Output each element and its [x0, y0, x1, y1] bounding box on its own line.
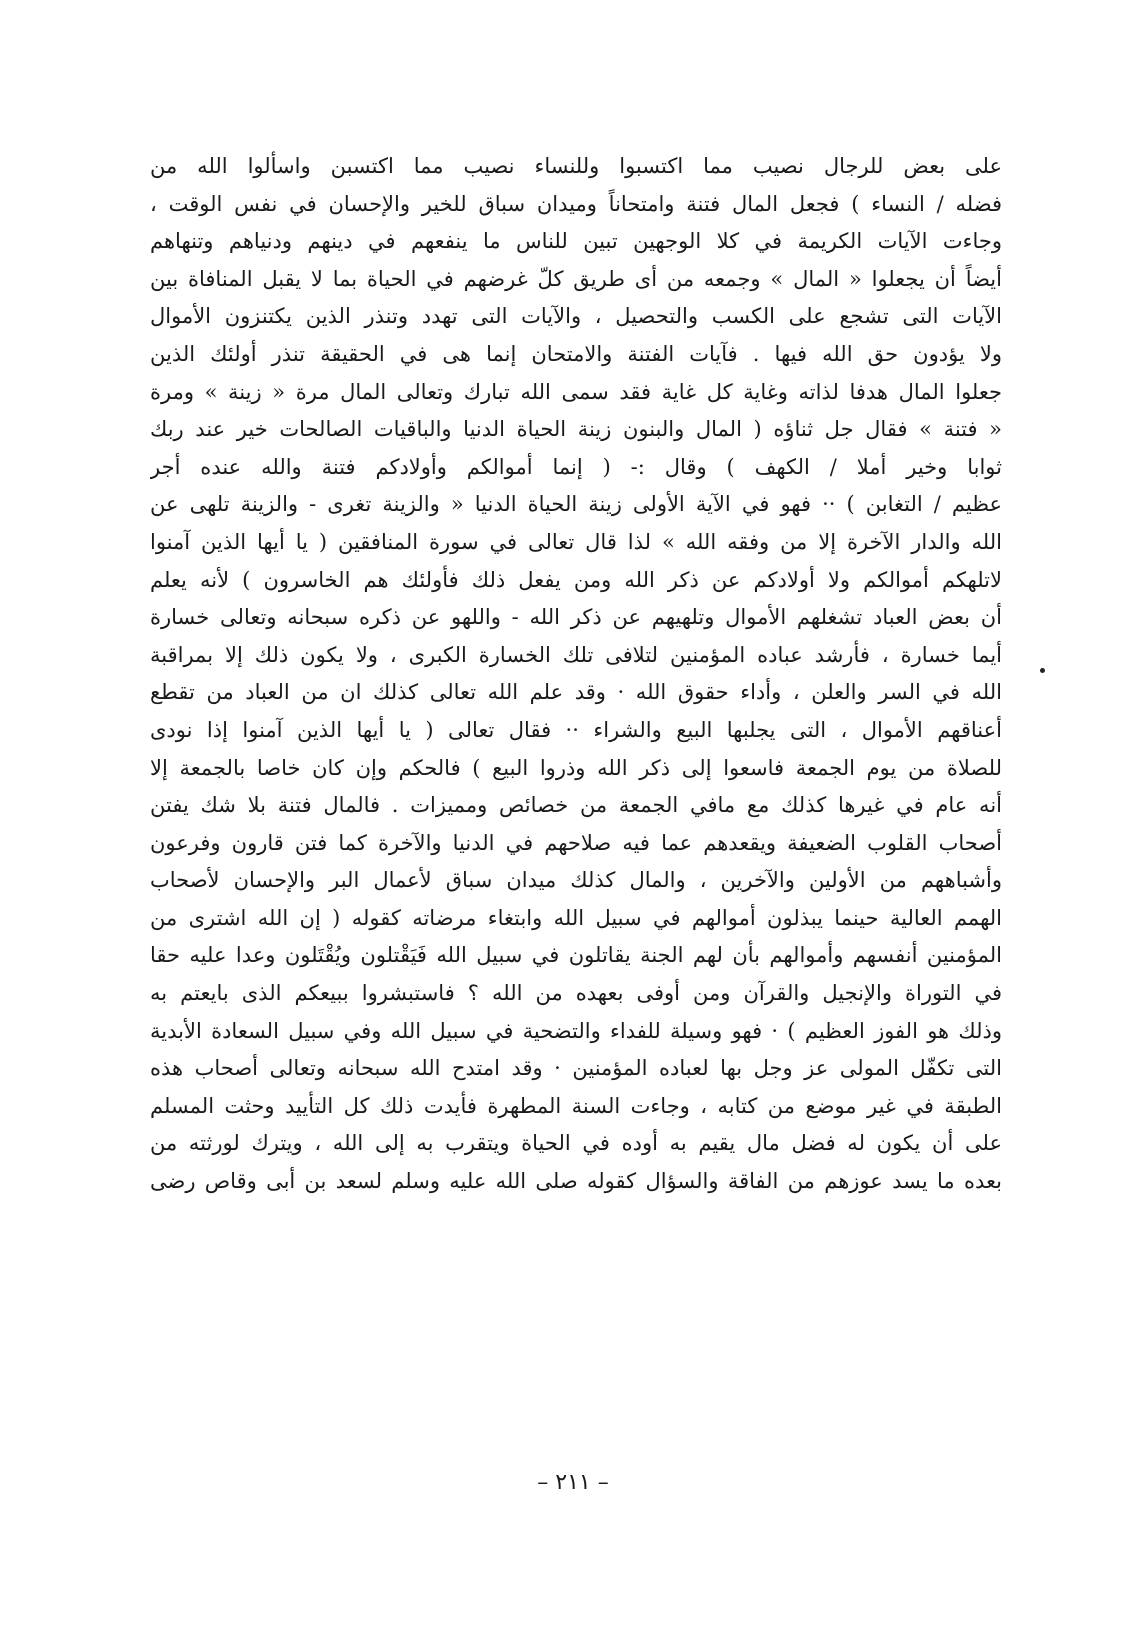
text-line: وأشباههم من الأولين والآخرين ، والمال كذلك ميدان سباق لأعمال البر والإحسان لأصحاب	[150, 868, 1002, 893]
body-text	[150, 148, 1002, 1201]
text-line: أيضاً أن يجعلوا « المال » وجمعه من أى طريق كلّ غرضهم في الحياة بما لا يقبل المنافاة بين	[150, 266, 1002, 291]
text-line: « فتنة » فقال جل ثناؤه ( المال والبنون زينة الحياة الدنيا والباقيات الصالحات خير عند ربك	[150, 417, 1002, 442]
text-line: أعناقهم الأموال ، التى يجلبها البيع والشراء ·· فقال تعالى ( يا أيها الذين آمنوا إذا نودى	[150, 717, 1002, 742]
text-line: الله والدار الآخرة إلا من وفقه الله » لذا قال تعالى في سورة المنافقين ( يا أيها الذين آمنوا	[150, 529, 1002, 554]
page-number: – ٢١١ –	[537, 1470, 609, 1495]
text-line: ثوابا وخير أملا / الكهف ) وقال :- ( إنما أموالكم وأولادكم فتنة والله عنده أجر	[150, 454, 1002, 479]
margin-dot	[1040, 668, 1045, 673]
text-line: أن بعض العباد تشغلهم الأموال وتلهيهم عن ذكر الله - واللهو عن ذكره سبحانه وتعالى خسارة	[150, 605, 1002, 630]
text-line: لاتلهكم أموالكم ولا أولادكم عن ذكر الله ومن يفعل ذلك فأولئك هم الخاسرون ) لأنه يعلم	[150, 567, 1002, 592]
text-line: الطبقة في غير موضع من كتابه ، وجاءت السنة المطهرة فأيدت ذلك كل التأييد وحثت المسلم	[150, 1093, 1002, 1118]
text-line: ولا يؤدون حق الله فيها . فآيات الفتنة والامتحان إنما هى في الحقيقة تنذر أولئك الذين	[150, 341, 1002, 366]
text-line: جعلوا المال هدفا لذاته وغاية كل غاية فقد سمى الله تبارك وتعالى المال مرة « زينة » ومرة	[150, 379, 1002, 404]
text-line: على بعض للرجال نصيب مما اكتسبوا وللنساء نصيب مما اكتسبن واسألوا الله من	[150, 154, 1002, 178]
text-line: أصحاب القلوب الضعيفة ويقعدهم عما فيه صلاحهم في الدنيا والآخرة كما فتن قارون وفرعون	[150, 830, 1002, 855]
text-line: للصلاة من يوم الجمعة فاسعوا إلى ذكر الله وذروا البيع ) فالحكم وإن كان خاصا بالجمعة إلا	[150, 755, 1002, 780]
text-line: أنه عام في غيرها كذلك مع مافي الجمعة من خصائص ومميزات . فالمال فتنة بلا شك يفتن	[150, 793, 1002, 818]
text-line: على أن يكون له فضل مال يقيم به أوده في الحياة ويتقرب به إلى الله ، ويترك لورثته من	[150, 1131, 1002, 1156]
text-line: عظيم / التغابن ) ·· فهو في الآية الأولى زينة الحياة الدنيا « والزينة تغرى - والزينة تلهى عن	[150, 492, 1002, 517]
text-line: وجاءت الآيات الكريمة في كلا الوجهين تبين للناس ما ينفعهم في دينهم ودنياهم وتنهاهم	[150, 229, 1002, 254]
text-line: التى تكفّل المولى عز وجل بها لعباده المؤمنين · وقد امتدح الله سبحانه وتعالى أصحاب هذه	[150, 1056, 1002, 1081]
text-line: وذلك هو الفوز العظيم ) · فهو وسيلة للفداء والتضحية في سبيل الله وفي سبيل السعادة الأبدية	[150, 1018, 1002, 1043]
text-line: الهمم العالية حينما يبذلون أموالهم في سبيل الله وابتغاء مرضاته كقوله ( إن الله اشترى من	[150, 905, 1002, 930]
text-line: المؤمنين أنفسهم وأموالهم بأن لهم الجنة يقاتلون في سبيل الله فَيَقْتلون ويُقْتَلون وعدا عليه حقا	[150, 943, 1002, 968]
text-line: الآيات التى تشجع على الكسب والتحصيل ، والآيات التى تهدد وتنذر الذين يكتنزون الأموال	[150, 304, 1002, 329]
text-line: في التوراة والإنجيل والقرآن ومن أوفى بعهده من الله ؟ فاستبشروا ببيعكم الذى بايعتم به	[150, 981, 1002, 1006]
text-line: فضله / النساء ) فجعل المال فتنة وامتحاناً وميدان سباق للخير والإحسان في نفس الوقت ،	[150, 191, 1002, 216]
text-line: بعده ما يسد عوزهم من الفاقة والسؤال كقوله صلى الله عليه وسلم لسعد بن أبى وقاص رضى	[150, 1169, 1002, 1194]
text-line: أيما خسارة ، فأرشد عباده المؤمنين لتلافى تلك الخسارة الكبرى ، ولا يكون ذلك إلا بمراقبة	[150, 642, 1002, 667]
text-line: الله في السر والعلن ، وأداء حقوق الله · وقد علم الله تعالى كذلك ان من العباد من تقطع	[150, 680, 1002, 705]
